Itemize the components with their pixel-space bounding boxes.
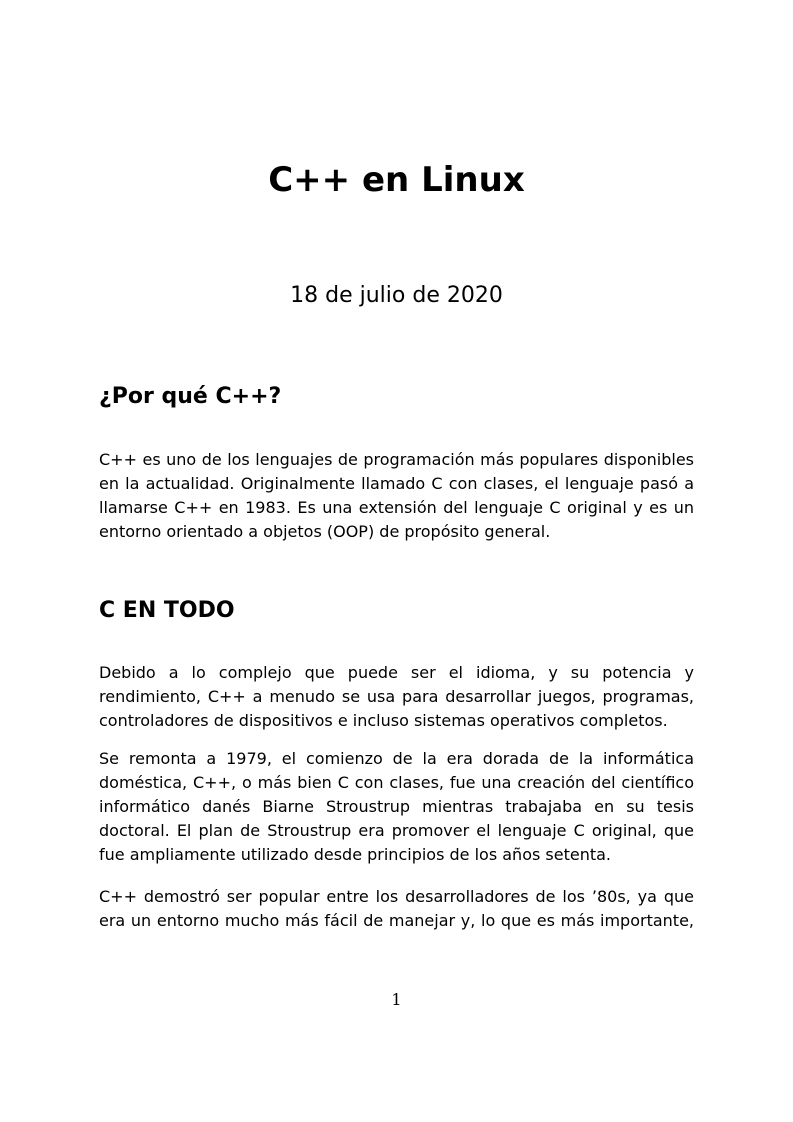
section-heading-why-cpp: ¿Por qué C++? (99, 384, 282, 409)
paragraph-why-cpp: C++ es uno de los lenguajes de programación más populares disponibles en la actualidad. Originalmente llamado C con clases, el lenguaje pasó a llamarse C++ en 1983. Es una extensión del lenguaje C original y es un entorno orientado a objetos (OOP) de propósito general. (99, 450, 694, 541)
document-date: 18 de julio de 2020 (290, 283, 503, 308)
section-heading-c-en-todo: C EN TODO (99, 598, 235, 623)
document-title: C++ en Linux (268, 160, 525, 200)
paragraph-c-en-todo-3: C++ demostró ser popular entre los desarrolladores de los ’80s, ya que era un entorno mucho más fácil de manejar y, lo que es más importante, (99, 887, 694, 930)
page-number: 1 (391, 990, 402, 1009)
paragraph-c-en-todo-1: Debido a lo complejo que puede ser el idioma, y su potencia y rendimiento, C++ a menudo se usa para desarrollar juegos, programas, controladores de dispositivos e incluso sistemas operativos completos. (99, 663, 694, 730)
paragraph-c-en-todo-2: Se remonta a 1979, el comienzo de la era dorada de la informática doméstica, C++, o más bien C con clases, fue una creación del científico informático danés Biarne Stroustrup mientras trabajaba en su tesis doctoral. El plan de Stroustrup era promover el lenguaje C original, que fue ampliamente utilizado desde principios de los años setenta. (99, 749, 694, 864)
